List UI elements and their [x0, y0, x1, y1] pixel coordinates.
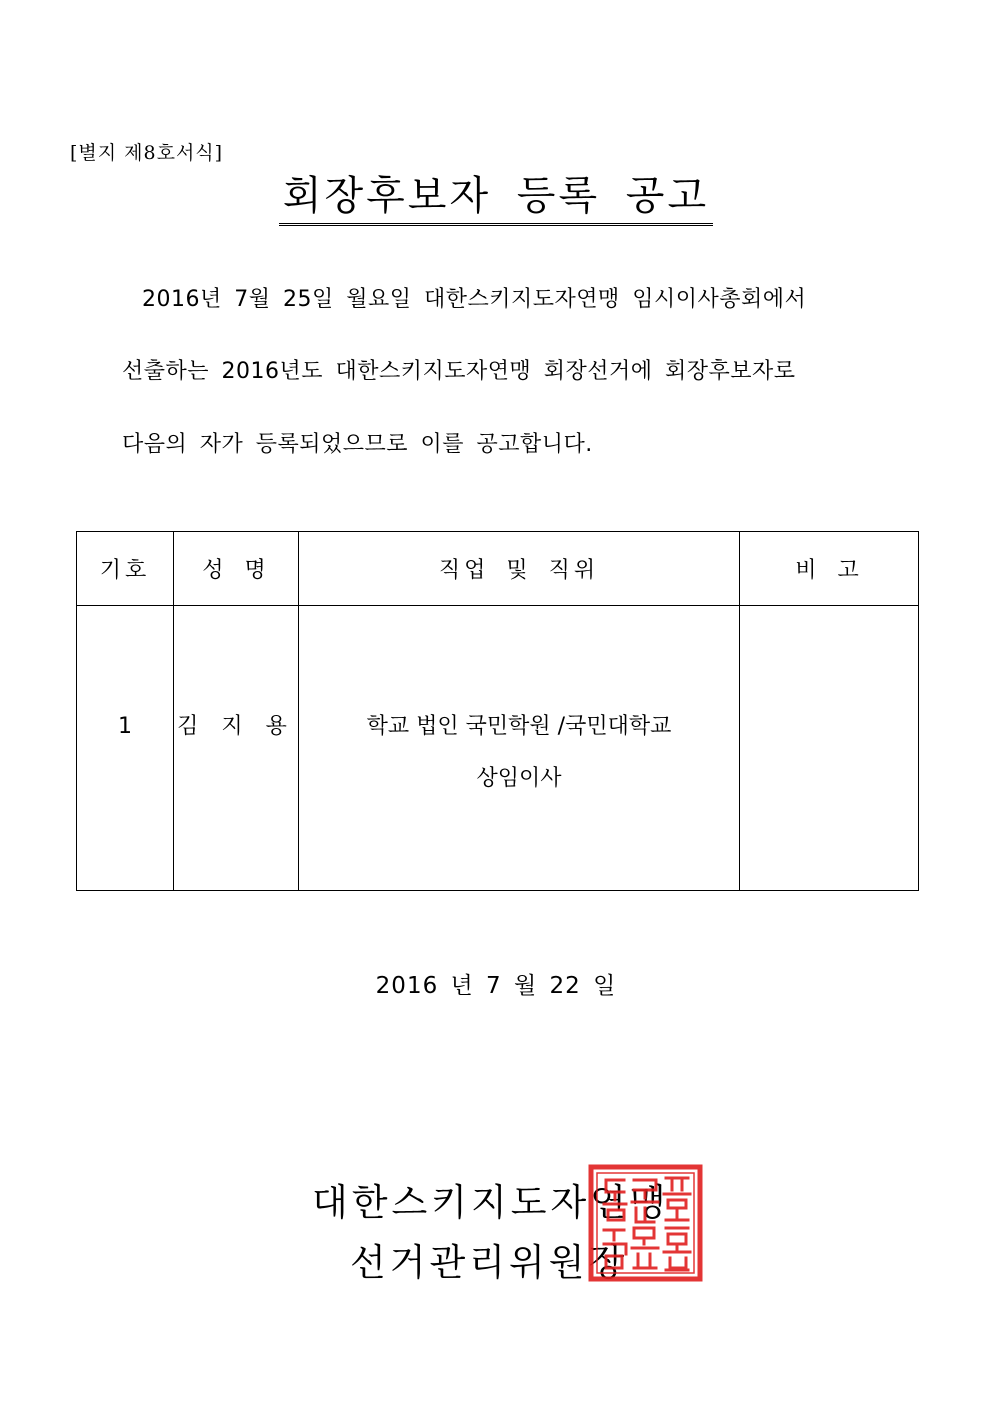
document-title-wrapper — [0, 172, 992, 226]
table-header-row — [77, 532, 919, 606]
table-row — [77, 606, 919, 891]
occupation-line-2: 상임이사 — [476, 766, 562, 791]
candidate-number: 1 — [118, 714, 132, 739]
candidate-table — [76, 531, 919, 891]
body-line-3: 다음의 자가 등록되었으므로 이를 공고합니다. — [122, 432, 593, 457]
cell-number — [77, 606, 174, 891]
official-seal-icon — [588, 1164, 703, 1282]
issuer-title: 선거관리위원장 — [350, 1241, 629, 1284]
candidate-name: 김 지 용 — [177, 714, 295, 739]
notice-date: 2016 년 7 월 22 일 — [375, 973, 617, 999]
candidate-remarks — [740, 606, 918, 701]
body-line-2: 선출하는 2016년도 대한스키지도자연맹 회장선거에 회장후보자로 — [122, 359, 796, 384]
document-title: 회장후보자 등록 공고 — [279, 172, 713, 226]
cell-remarks — [740, 606, 919, 891]
header-name: 성 명 — [174, 532, 299, 606]
form-label: [별지 제8호서식] — [70, 142, 224, 164]
cell-occupation — [299, 606, 740, 891]
header-number: 기호 — [77, 532, 174, 606]
header-remarks: 비 고 — [740, 532, 919, 606]
header-occupation: 직업 및 직위 — [299, 532, 740, 606]
occupation-line-1: 학교 법인 국민학원 /국민대학교 — [366, 714, 672, 739]
cell-name — [174, 606, 299, 891]
candidate-occupation — [299, 606, 739, 805]
issuer-organization: 대한스키지도자연맹 — [312, 1181, 670, 1224]
body-line-1: 2016년 7월 25일 월요일 대한스키지도자연맹 임시이사총회에서 — [142, 287, 807, 312]
